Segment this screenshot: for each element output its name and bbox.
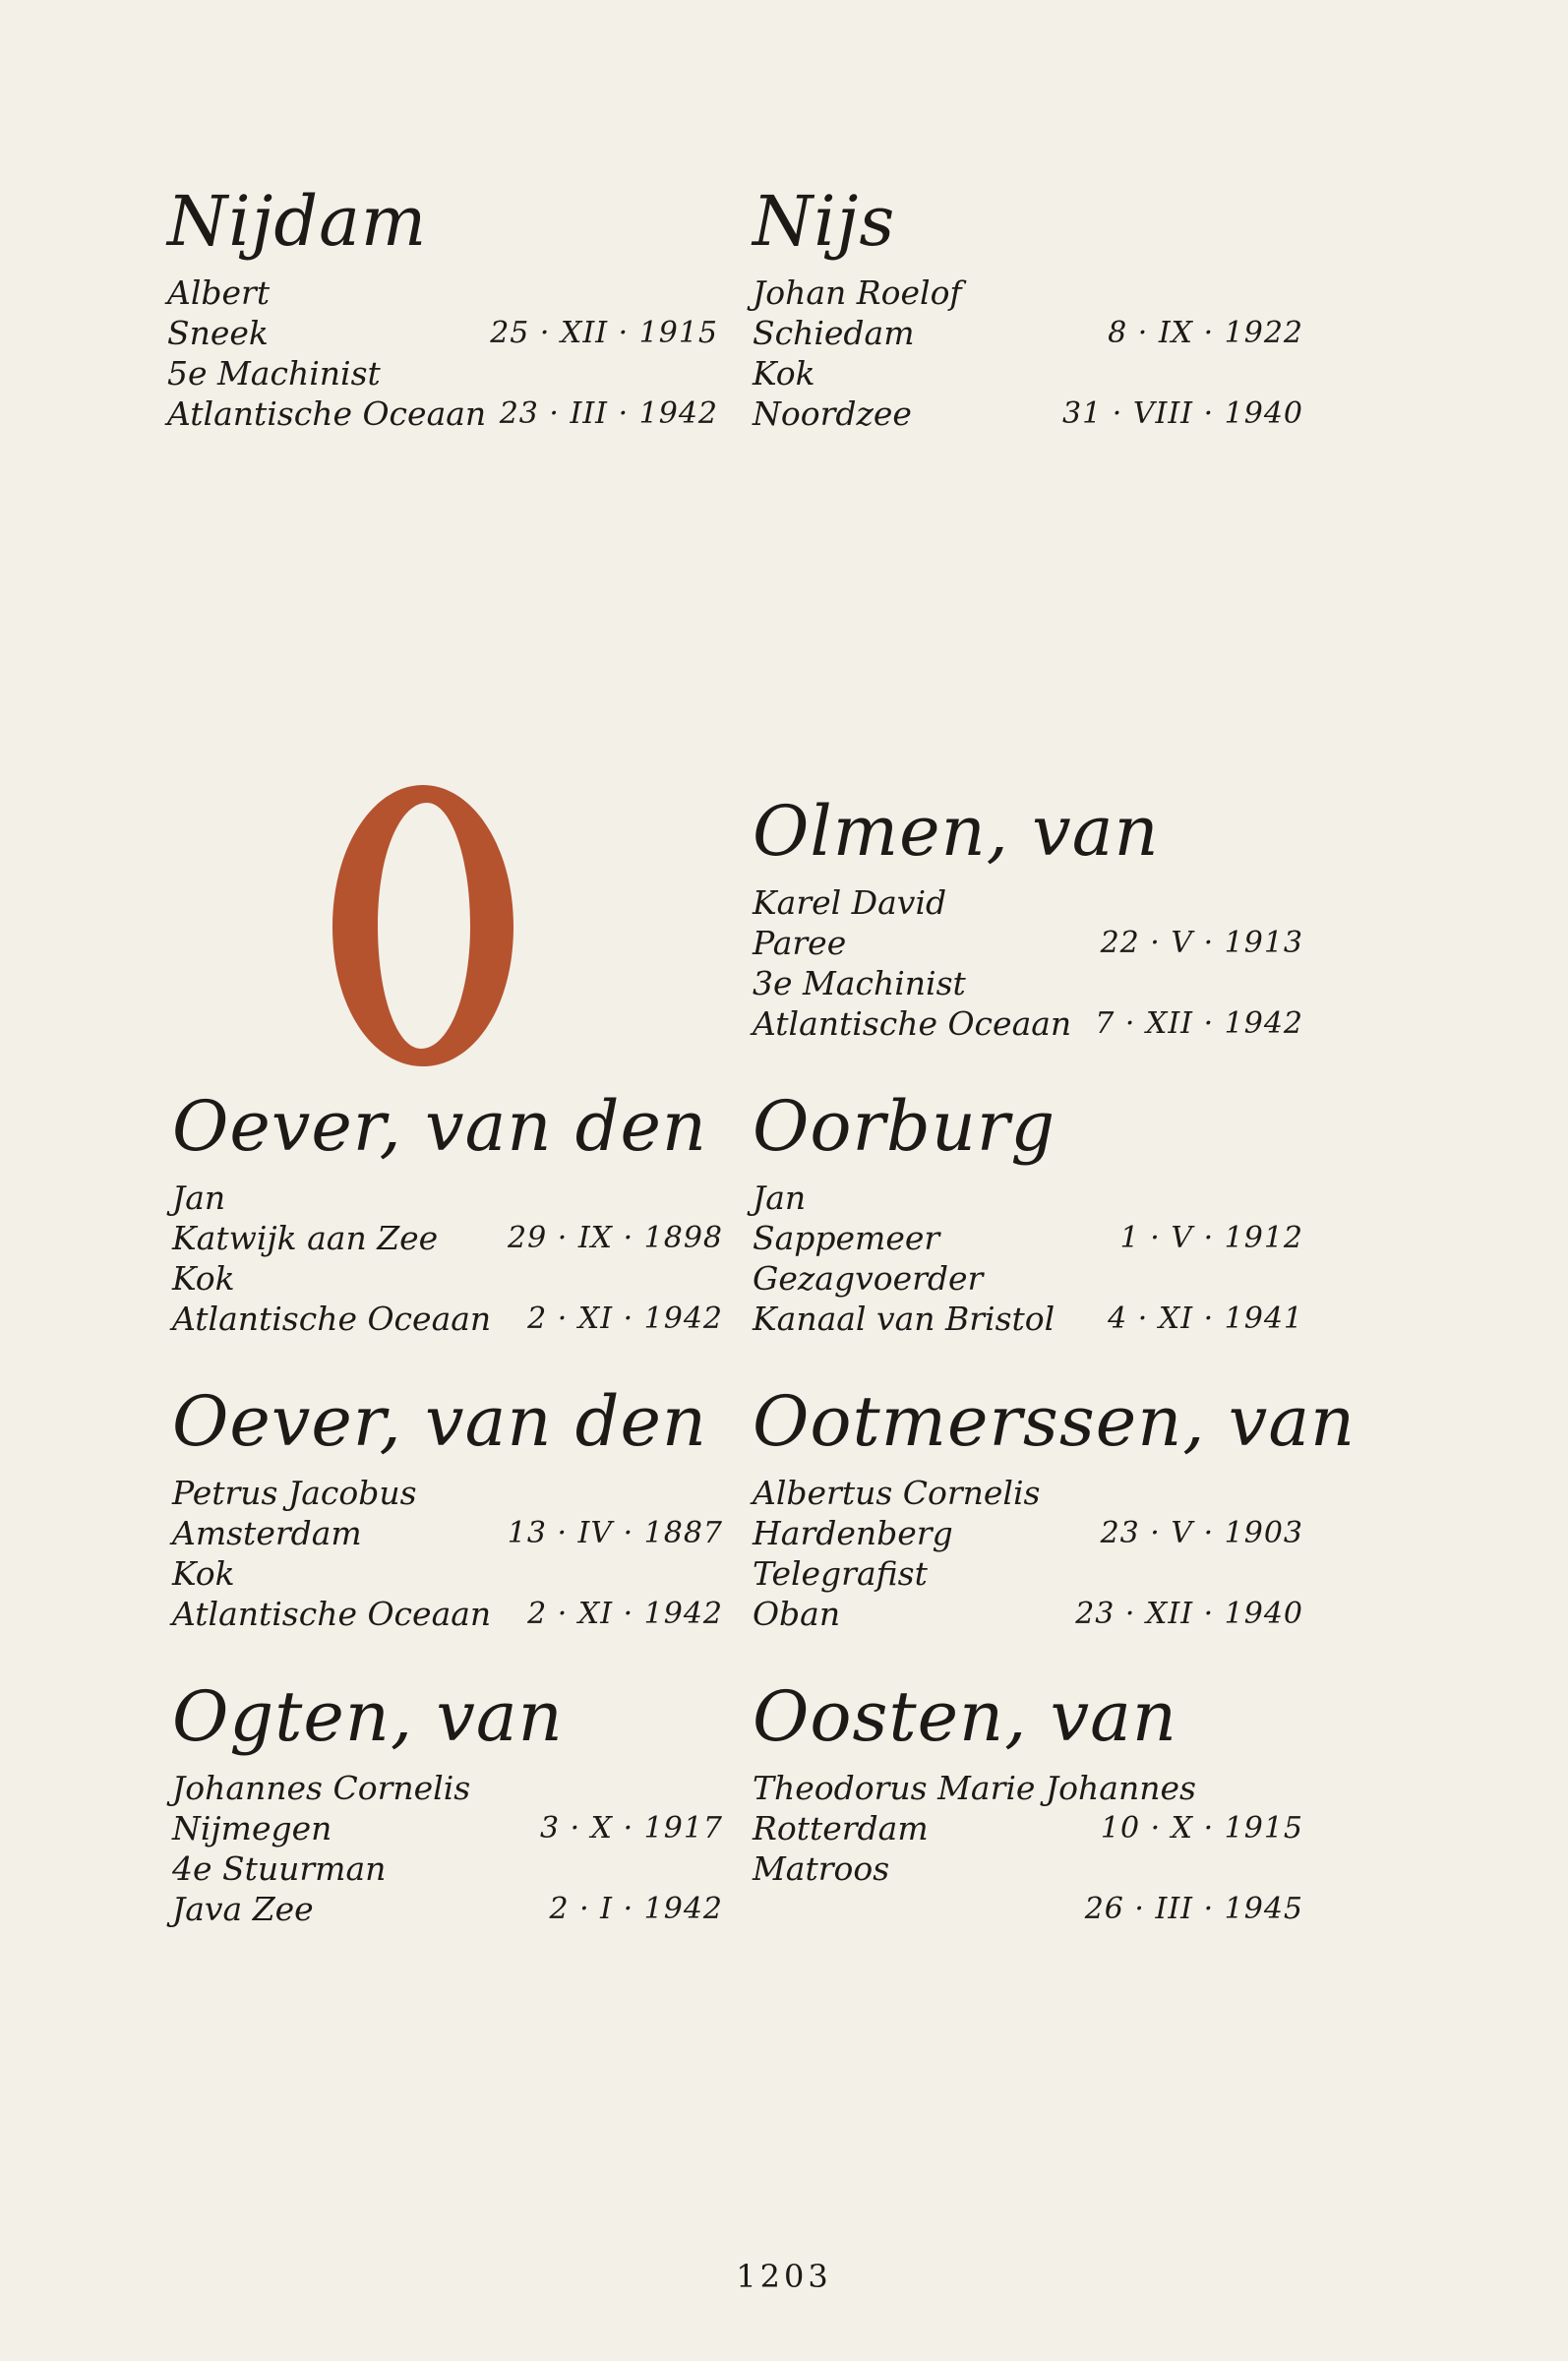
entry-death bbox=[753, 394, 1303, 434]
entry-line-date: 13 · IV · 1887 bbox=[507, 1516, 723, 1550]
entry-line-text: Kok bbox=[753, 354, 815, 393]
entry-given-names bbox=[172, 1768, 723, 1808]
entry-rank bbox=[172, 1258, 723, 1299]
entry-olmen bbox=[753, 792, 1303, 1044]
entry-death bbox=[753, 1003, 1303, 1044]
entry-given-names bbox=[753, 1178, 1303, 1218]
entry-given-names bbox=[172, 1178, 723, 1218]
entry-ootmerssen bbox=[753, 1381, 1357, 1634]
entry-line-text: Atlantische Oceaan bbox=[167, 394, 487, 433]
initial-letter-o-illumination bbox=[325, 777, 521, 1072]
entry-birth bbox=[753, 1808, 1303, 1848]
entry-line-text: 5e Machinist bbox=[167, 354, 381, 393]
entry-surname: Ootmerssen, van bbox=[753, 1381, 1357, 1462]
entry-death bbox=[172, 1299, 723, 1339]
entry-ogten bbox=[172, 1677, 723, 1929]
entry-line-text: Karel David bbox=[753, 883, 947, 922]
entry-line-date: 2 · XI · 1942 bbox=[527, 1597, 723, 1631]
page-number: 1203 bbox=[736, 2258, 832, 2295]
entry-line-text: Atlantische Oceaan bbox=[172, 1300, 492, 1338]
entry-surname: Olmen, van bbox=[753, 791, 1160, 872]
entry-oosten bbox=[753, 1677, 1303, 1929]
entry-line-date: 3 · X · 1917 bbox=[539, 1811, 723, 1846]
entry-line-text: Noordzee bbox=[753, 394, 912, 433]
entry-line-text: 4e Stuurman bbox=[172, 1849, 387, 1888]
entry-line-text: Oban bbox=[753, 1595, 841, 1633]
entry-line-date: 29 · IX · 1898 bbox=[508, 1221, 723, 1255]
entry-surname: Nijdam bbox=[167, 181, 428, 262]
entry-surname: Nijs bbox=[753, 181, 896, 262]
entry-line-date: 23 · XII · 1940 bbox=[1075, 1597, 1303, 1631]
entry-line-text: Jan bbox=[172, 1179, 226, 1217]
entry-line-date: 22 · V · 1913 bbox=[1100, 926, 1303, 960]
initial-letter-o-shape bbox=[332, 785, 513, 1066]
entry-death bbox=[753, 1299, 1303, 1339]
entry-line-date: 31 · VIII · 1940 bbox=[1062, 396, 1303, 431]
entry-line-text: Gezagvoerder bbox=[753, 1259, 984, 1298]
entry-oever-jan bbox=[172, 1087, 723, 1339]
entry-oever-petrus bbox=[172, 1382, 723, 1634]
entry-death bbox=[753, 1594, 1303, 1634]
entry-death bbox=[172, 1594, 723, 1634]
entry-given-names bbox=[753, 882, 1303, 923]
entry-rank bbox=[753, 1848, 1303, 1889]
entry-death bbox=[167, 394, 718, 434]
entry-given-names bbox=[753, 1473, 1303, 1513]
entry-birth bbox=[753, 313, 1303, 353]
entry-rank bbox=[753, 353, 1303, 394]
entry-line-date: 2 · I · 1942 bbox=[549, 1892, 723, 1926]
entry-line-text: Sneek bbox=[167, 314, 269, 352]
entry-surname: Oosten, van bbox=[753, 1676, 1177, 1757]
entry-line-date: 26 · III · 1945 bbox=[1084, 1892, 1303, 1926]
entry-line-text: Johan Roelof bbox=[753, 273, 962, 312]
entry-line-date: 1 · V · 1912 bbox=[1119, 1221, 1303, 1255]
entry-rank bbox=[172, 1553, 723, 1594]
entry-line-text: Petrus Jacobus bbox=[172, 1474, 417, 1512]
entry-line-text: Jan bbox=[753, 1179, 807, 1217]
entry-oorburg bbox=[753, 1087, 1303, 1339]
entry-birth bbox=[167, 313, 718, 353]
entry-birth bbox=[753, 1513, 1303, 1553]
entry-line-text: Rotterdam bbox=[753, 1809, 929, 1847]
entry-line-text: Amsterdam bbox=[172, 1514, 362, 1552]
entry-death bbox=[172, 1889, 723, 1929]
entry-rank bbox=[753, 1258, 1303, 1299]
entry-line-text: 3e Machinist bbox=[753, 964, 966, 1002]
entry-line-text: Kok bbox=[172, 1259, 235, 1298]
entry-line-text: Java Zee bbox=[172, 1890, 314, 1928]
entry-death bbox=[753, 1889, 1303, 1929]
entry-given-names bbox=[753, 272, 1303, 313]
entry-line-date: 2 · XI · 1942 bbox=[527, 1302, 723, 1336]
entry-line-date: 7 · XII · 1942 bbox=[1095, 1006, 1303, 1041]
entry-surname: Oorburg bbox=[753, 1086, 1056, 1167]
entry-line-text: Atlantische Oceaan bbox=[753, 1004, 1072, 1043]
entry-surname: Oever, van den bbox=[172, 1381, 707, 1462]
entry-line-text: Johannes Cornelis bbox=[172, 1769, 471, 1807]
entry-given-names bbox=[167, 272, 718, 313]
entry-line-text: Atlantische Oceaan bbox=[172, 1595, 492, 1633]
entry-line-date: 10 · X · 1915 bbox=[1100, 1811, 1303, 1846]
entry-line-text: Albertus Cornelis bbox=[753, 1474, 1041, 1512]
entry-line-date: 23 · V · 1903 bbox=[1100, 1516, 1303, 1550]
entry-given-names bbox=[172, 1473, 723, 1513]
entry-birth bbox=[172, 1218, 723, 1258]
entry-line-date: 8 · IX · 1922 bbox=[1108, 316, 1303, 350]
entry-rank bbox=[172, 1848, 723, 1889]
entry-line-text: Nijmegen bbox=[172, 1809, 332, 1847]
entry-line-date: 4 · XI · 1941 bbox=[1108, 1302, 1303, 1336]
entry-surname: Oever, van den bbox=[172, 1086, 707, 1167]
entry-line-text: Hardenberg bbox=[753, 1514, 953, 1552]
entry-birth bbox=[753, 923, 1303, 963]
entry-rank bbox=[753, 1553, 1303, 1594]
entry-given-names bbox=[753, 1768, 1303, 1808]
entry-rank bbox=[167, 353, 718, 394]
entry-line-text: Theodorus Marie Johannes bbox=[753, 1769, 1196, 1807]
entry-line-text: Matroos bbox=[753, 1849, 890, 1888]
entry-line-text: Sappemeer bbox=[753, 1219, 940, 1257]
entry-line-text: Albert bbox=[167, 273, 271, 312]
entry-nijdam bbox=[167, 182, 718, 434]
entry-line-text: Paree bbox=[753, 924, 847, 962]
entry-line-text: Kok bbox=[172, 1554, 235, 1593]
entry-line-text: Telegrafist bbox=[753, 1554, 928, 1593]
entry-rank bbox=[753, 963, 1303, 1003]
entry-line-text: Kanaal van Bristol bbox=[753, 1300, 1055, 1338]
entry-birth bbox=[172, 1808, 723, 1848]
entry-line-date: 25 · XII · 1915 bbox=[490, 316, 718, 350]
entry-line-text: Katwijk aan Zee bbox=[172, 1219, 439, 1257]
entry-birth bbox=[753, 1218, 1303, 1258]
entry-nijs bbox=[753, 182, 1303, 434]
entry-birth bbox=[172, 1513, 723, 1553]
entry-line-date: 23 · III · 1942 bbox=[499, 396, 718, 431]
entry-surname: Ogten, van bbox=[172, 1676, 564, 1757]
entry-line-text: Schiedam bbox=[753, 314, 915, 352]
